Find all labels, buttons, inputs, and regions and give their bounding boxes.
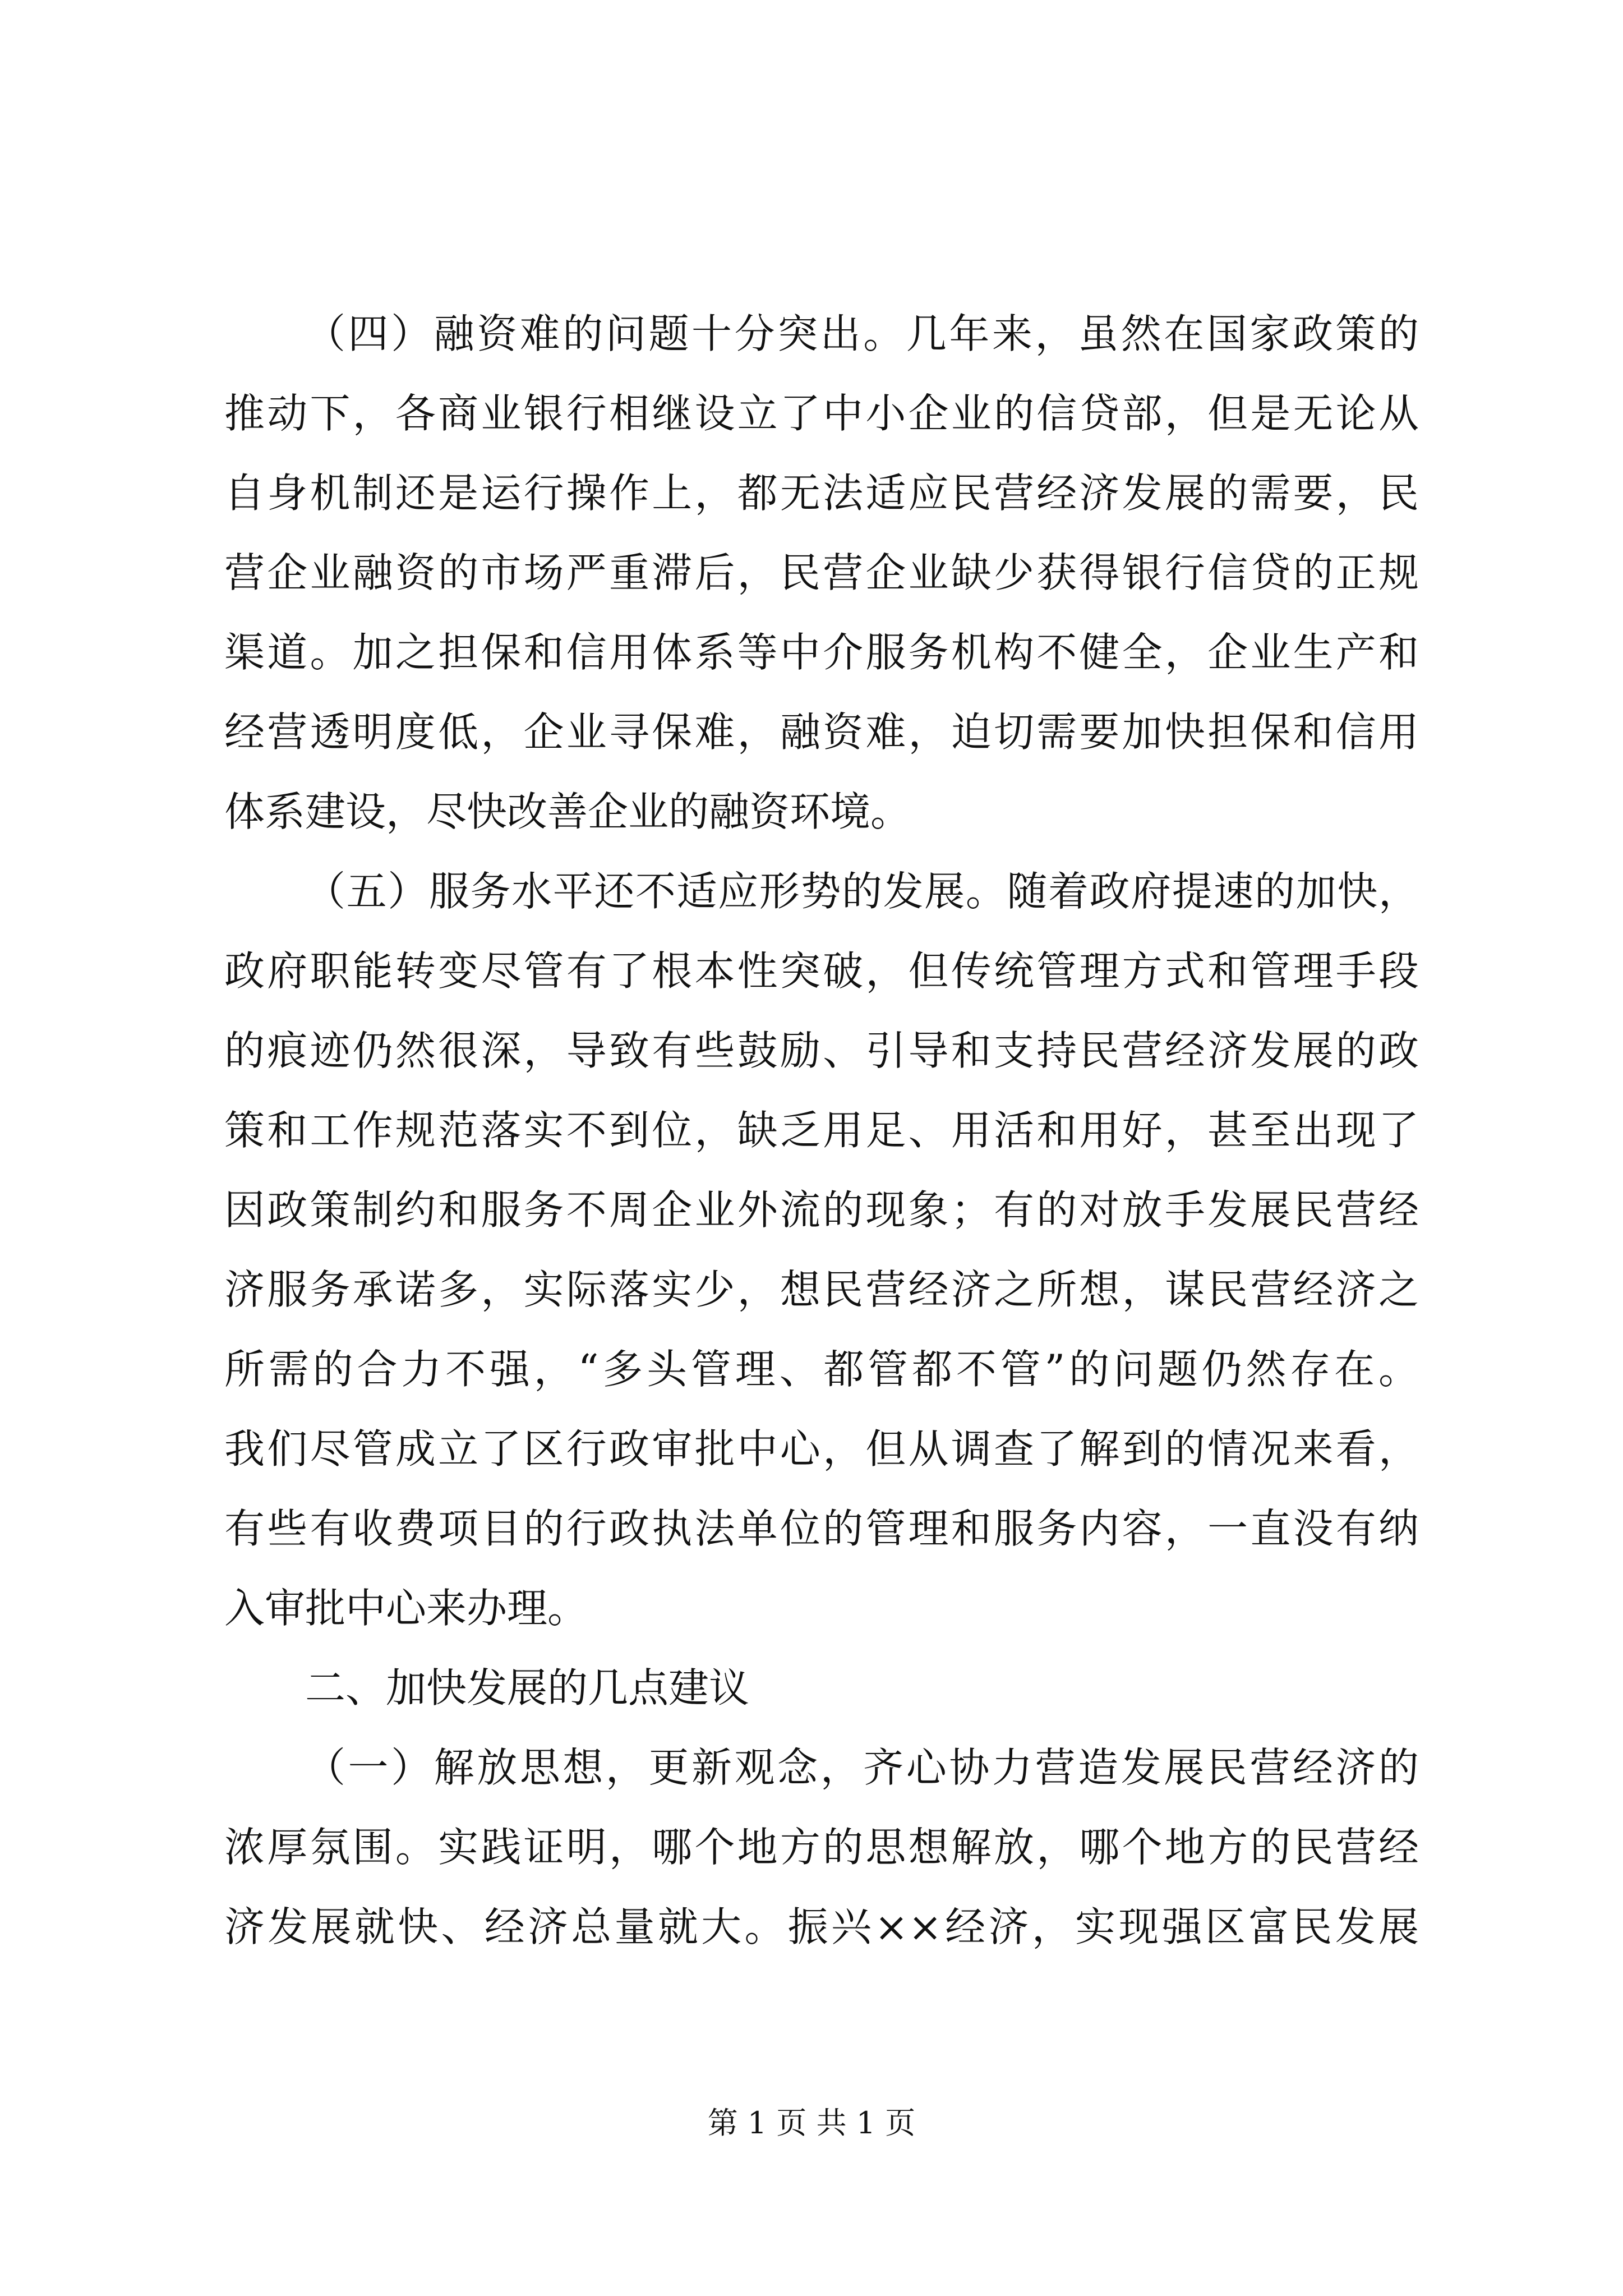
- text-line: 我们尽管成立了区行政审批中心，但从调查了解到的情况来看，: [224, 1425, 1419, 1473]
- text-line: （一）解放思想，更新观念，齐心协力营造发展民营经济的: [305, 1744, 1419, 1791]
- text-line: 济发展就快、经济总量就大。振兴××经济，实现强区富民发展: [224, 1903, 1419, 1950]
- text-line: 的痕迹仍然很深，导致有些鼓励、引导和支持民营经济发展的政: [224, 1027, 1419, 1074]
- text-line: （五）服务水平还不适应形势的发展。随着政府提速的加快，: [305, 868, 1419, 915]
- text-line: 策和工作规范落实不到位，缺乏用足、用活和用好，甚至出现了: [224, 1107, 1419, 1154]
- text-line: （四）融资难的问题十分突出。几年来，虽然在国家政策的: [305, 310, 1419, 357]
- text-line: 渠道。加之担保和信用体系等中介服务机构不健全，企业生产和: [224, 629, 1419, 676]
- body-text: [224, 294, 1419, 1967]
- text-line: 济服务承诺多，实际落实少，想民营经济之所想，谋民营经济之: [224, 1266, 1419, 1313]
- text-line: 所需的合力不强，“多头管理、都管都不管”的问题仍然存在。: [224, 1346, 1419, 1393]
- text-line: 政府职能转变尽管有了根本性突破，但传统管理方式和管理手段: [224, 947, 1419, 995]
- text-line: 经营透明度低，企业寻保难，融资难，迫切需要加快担保和信用: [224, 708, 1419, 756]
- text-line: 浓厚氛围。实践证明，哪个地方的思想解放，哪个地方的民营经: [224, 1824, 1419, 1871]
- page-footer: 第 1 页 共 1 页: [707, 2105, 916, 2141]
- text-line: 体系建设，尽快改善企业的融资环境。: [224, 788, 911, 835]
- text-line: 营企业融资的市场严重滞后，民营企业缺少获得银行信贷的正规: [224, 549, 1419, 596]
- text-line: 自身机制还是运行操作上，都无法适应民营经济发展的需要，民: [224, 470, 1419, 517]
- text-line: 入审批中心来办理。: [224, 1585, 588, 1632]
- text-line: 因政策制约和服务不周企业外流的现象；有的对放手发展民营经: [224, 1186, 1419, 1234]
- text-line: 有些有收费项目的行政执法单位的管理和服务内容，一直没有纳: [224, 1505, 1419, 1552]
- text-line: 推动下，各商业银行相继设立了中小企业的信贷部，但是无论从: [224, 390, 1419, 437]
- text-line: 二、加快发展的几点建议: [305, 1664, 750, 1711]
